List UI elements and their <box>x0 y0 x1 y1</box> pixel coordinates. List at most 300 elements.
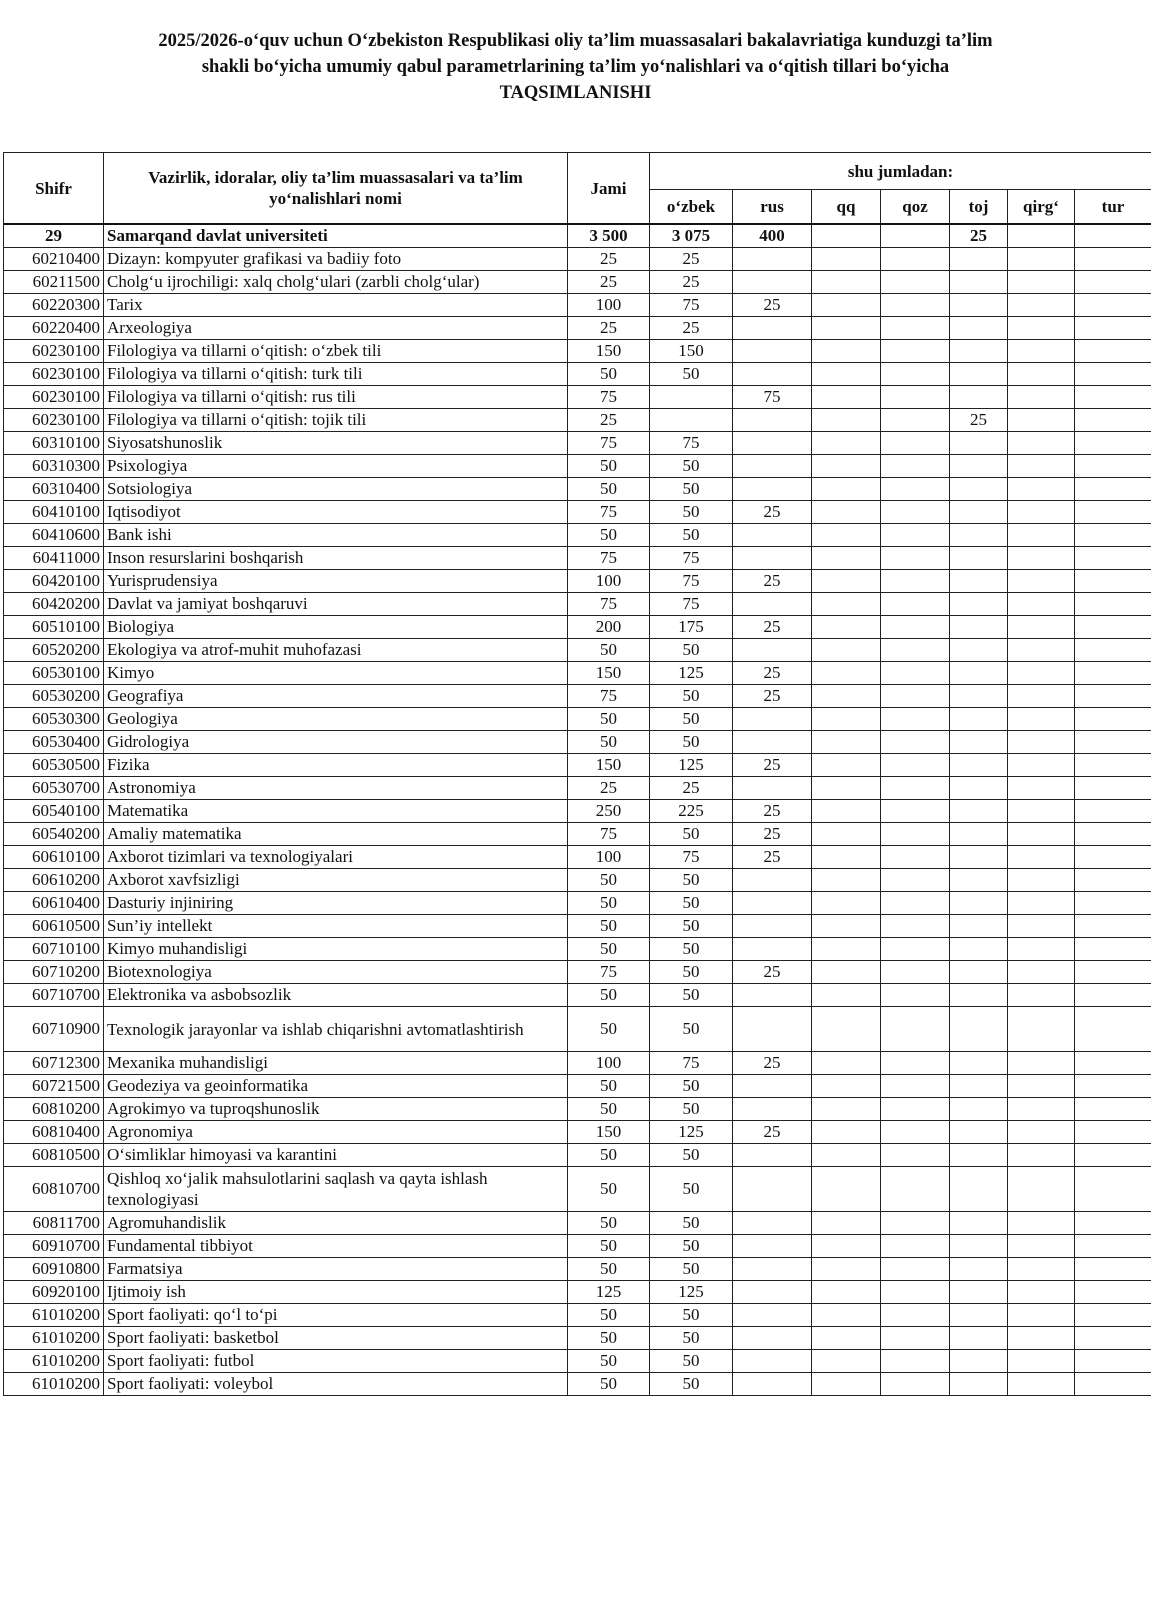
row-jami: 50 <box>568 639 650 662</box>
row-name: O‘simliklar himoyasi va karantini <box>104 1144 568 1167</box>
row-code: 60530300 <box>4 708 104 731</box>
row-rus <box>733 363 812 386</box>
header-group: shu jumladan: <box>650 153 1151 190</box>
row-tur <box>1075 386 1151 409</box>
row-qq <box>812 1373 881 1396</box>
row-jami: 50 <box>568 915 650 938</box>
table-row <box>4 1327 1151 1350</box>
row-rus <box>733 731 812 754</box>
table-row <box>4 892 1151 915</box>
row-uzbek: 175 <box>650 616 733 639</box>
row-name: Mexanika muhandisligi <box>104 1052 568 1075</box>
row-code: 60220300 <box>4 294 104 317</box>
row-jami: 100 <box>568 294 650 317</box>
row-code: 60310300 <box>4 455 104 478</box>
row-code: 60910800 <box>4 1258 104 1281</box>
row-jami: 75 <box>568 501 650 524</box>
university-total-row <box>4 224 1151 248</box>
row-qoz <box>881 662 950 685</box>
row-qoz <box>881 248 950 271</box>
row-qoz <box>881 1212 950 1235</box>
header-lang-tur: tur <box>1075 190 1151 225</box>
row-qq <box>812 1350 881 1373</box>
table-row <box>4 639 1151 662</box>
row-code: 60610500 <box>4 915 104 938</box>
table-row <box>4 317 1151 340</box>
row-jami: 25 <box>568 317 650 340</box>
row-qoz <box>881 685 950 708</box>
row-jami: 75 <box>568 432 650 455</box>
row-name: Cholg‘u ijrochiligi: xalq cholg‘ulari (zarbli cholg‘ular) <box>104 271 568 294</box>
table-row <box>4 777 1151 800</box>
row-uzbek: 75 <box>650 1052 733 1075</box>
row-rus <box>733 1281 812 1304</box>
row-name: Dizayn: kompyuter grafikasi va badiiy foto <box>104 248 568 271</box>
document-title <box>0 28 1151 106</box>
row-name: Elektronika va asbobsozlik <box>104 984 568 1007</box>
row-name: Sun’iy intellekt <box>104 915 568 938</box>
row-qq <box>812 961 881 984</box>
row-code: 60610200 <box>4 869 104 892</box>
header-shifr: Shifr <box>4 153 104 225</box>
row-rus <box>733 524 812 547</box>
row-jami: 50 <box>568 1373 650 1396</box>
row-jami: 75 <box>568 823 650 846</box>
row-qirg <box>1008 616 1075 639</box>
row-tur <box>1075 294 1151 317</box>
row-qoz <box>881 570 950 593</box>
row-qq <box>812 1167 881 1212</box>
row-name: Siyosatshunoslik <box>104 432 568 455</box>
table-row <box>4 386 1151 409</box>
row-jami: 50 <box>568 1235 650 1258</box>
row-name: Qishloq xo‘jalik mahsulotlarini saqlash va qayta ishlash texnologiyasi <box>104 1167 568 1212</box>
row-toj <box>950 846 1008 869</box>
row-qq <box>812 1212 881 1235</box>
row-uzbek: 50 <box>650 915 733 938</box>
row-tur <box>1075 1144 1151 1167</box>
table-row <box>4 340 1151 363</box>
row-qirg <box>1008 1144 1075 1167</box>
table-row <box>4 455 1151 478</box>
row-jami: 50 <box>568 708 650 731</box>
row-qoz <box>881 386 950 409</box>
row-tur <box>1075 685 1151 708</box>
row-jami: 75 <box>568 547 650 570</box>
row-uzbek: 25 <box>650 777 733 800</box>
row-uzbek: 75 <box>650 570 733 593</box>
row-jami: 50 <box>568 1167 650 1212</box>
row-uzbek: 50 <box>650 823 733 846</box>
row-qoz <box>881 1121 950 1144</box>
row-rus: 75 <box>733 386 812 409</box>
row-toj <box>950 1373 1008 1396</box>
row-rus <box>733 938 812 961</box>
row-code: 60230100 <box>4 409 104 432</box>
row-uzbek: 50 <box>650 1304 733 1327</box>
row-rus <box>733 1098 812 1121</box>
row-rus <box>733 478 812 501</box>
row-code: 60230100 <box>4 363 104 386</box>
table-row <box>4 869 1151 892</box>
row-tur <box>1075 570 1151 593</box>
row-uzbek: 50 <box>650 685 733 708</box>
row-toj <box>950 915 1008 938</box>
row-code: 60420200 <box>4 593 104 616</box>
row-rus <box>733 1350 812 1373</box>
row-uzbek: 50 <box>650 639 733 662</box>
row-toj <box>950 1075 1008 1098</box>
row-qirg <box>1008 248 1075 271</box>
row-toj <box>950 478 1008 501</box>
row-tur <box>1075 1281 1151 1304</box>
row-uzbek: 25 <box>650 271 733 294</box>
row-name: Iqtisodiyot <box>104 501 568 524</box>
row-tur <box>1075 593 1151 616</box>
row-jami: 25 <box>568 271 650 294</box>
row-qq <box>812 846 881 869</box>
row-tur <box>1075 432 1151 455</box>
row-qoz <box>881 961 950 984</box>
row-qirg <box>1008 800 1075 823</box>
row-jami: 50 <box>568 731 650 754</box>
row-toj <box>950 570 1008 593</box>
row-uzbek: 50 <box>650 524 733 547</box>
row-toj <box>950 685 1008 708</box>
row-uzbek: 50 <box>650 892 733 915</box>
row-qq <box>812 432 881 455</box>
row-qirg <box>1008 1373 1075 1396</box>
row-uzbek: 50 <box>650 869 733 892</box>
row-jami: 75 <box>568 685 650 708</box>
row-rus <box>733 1167 812 1212</box>
row-code: 60510100 <box>4 616 104 639</box>
row-rus <box>733 593 812 616</box>
row-qoz <box>881 1350 950 1373</box>
row-toj <box>950 1327 1008 1350</box>
row-code: 60210400 <box>4 248 104 271</box>
row-rus: 25 <box>733 800 812 823</box>
row-qoz <box>881 363 950 386</box>
row-code: 60540100 <box>4 800 104 823</box>
row-uzbek: 50 <box>650 961 733 984</box>
row-qq <box>812 1235 881 1258</box>
row-qirg <box>1008 915 1075 938</box>
row-toj <box>950 1304 1008 1327</box>
row-code: 60530100 <box>4 662 104 685</box>
row-code: 60910700 <box>4 1235 104 1258</box>
row-rus: 25 <box>733 754 812 777</box>
row-toj <box>950 271 1008 294</box>
row-qirg <box>1008 271 1075 294</box>
row-jami: 150 <box>568 1121 650 1144</box>
row-uzbek: 50 <box>650 1075 733 1098</box>
row-name: Biotexnologiya <box>104 961 568 984</box>
row-toj <box>950 455 1008 478</box>
row-code: 60710100 <box>4 938 104 961</box>
row-qirg <box>1008 363 1075 386</box>
row-code: 60712300 <box>4 1052 104 1075</box>
table-row <box>4 662 1151 685</box>
row-toj <box>950 961 1008 984</box>
header-lang-toj: toj <box>950 190 1008 225</box>
row-tur <box>1075 1121 1151 1144</box>
row-qirg <box>1008 1212 1075 1235</box>
row-jami: 100 <box>568 570 650 593</box>
row-name: Agromuhandislik <box>104 1212 568 1235</box>
header-jami: Jami <box>568 153 650 225</box>
row-qirg <box>1008 1281 1075 1304</box>
row-rus: 25 <box>733 570 812 593</box>
row-uzbek: 50 <box>650 1327 733 1350</box>
table-row <box>4 731 1151 754</box>
row-tur <box>1075 731 1151 754</box>
row-uzbek: 50 <box>650 938 733 961</box>
row-toj <box>950 340 1008 363</box>
row-uzbek: 50 <box>650 708 733 731</box>
row-uzbek: 50 <box>650 984 733 1007</box>
row-qoz <box>881 1052 950 1075</box>
row-jami: 150 <box>568 340 650 363</box>
table-row <box>4 1304 1151 1327</box>
row-qq <box>812 754 881 777</box>
row-name: Biologiya <box>104 616 568 639</box>
row-tur <box>1075 961 1151 984</box>
row-toj <box>950 616 1008 639</box>
row-qirg <box>1008 1007 1075 1052</box>
row-jami: 50 <box>568 1350 650 1373</box>
row-qq <box>812 892 881 915</box>
row-rus: 25 <box>733 846 812 869</box>
row-jami: 25 <box>568 409 650 432</box>
row-rus <box>733 455 812 478</box>
row-qirg <box>1008 731 1075 754</box>
row-qoz <box>881 1258 950 1281</box>
row-code: 61010200 <box>4 1327 104 1350</box>
row-name: Axborot tizimlari va texnologiyalari <box>104 846 568 869</box>
row-toj <box>950 892 1008 915</box>
row-qoz <box>881 501 950 524</box>
table-row <box>4 823 1151 846</box>
row-code: 60810700 <box>4 1167 104 1212</box>
row-toj <box>950 800 1008 823</box>
row-qoz <box>881 869 950 892</box>
row-code: 60310400 <box>4 478 104 501</box>
row-qq <box>812 800 881 823</box>
row-toj: 25 <box>950 409 1008 432</box>
row-qoz <box>881 800 950 823</box>
row-qoz <box>881 271 950 294</box>
row-code: 60310100 <box>4 432 104 455</box>
row-jami: 75 <box>568 961 650 984</box>
row-name: Sport faoliyati: voleybol <box>104 1373 568 1396</box>
row-qoz <box>881 294 950 317</box>
row-toj <box>950 777 1008 800</box>
row-tur <box>1075 455 1151 478</box>
row-rus <box>733 1212 812 1235</box>
row-qoz <box>881 1235 950 1258</box>
row-qq <box>812 363 881 386</box>
table-row <box>4 1052 1151 1075</box>
row-qirg <box>1008 1258 1075 1281</box>
row-uzbek: 50 <box>650 1212 733 1235</box>
row-rus: 25 <box>733 823 812 846</box>
row-name: Kimyo <box>104 662 568 685</box>
row-qoz <box>881 340 950 363</box>
row-toj <box>950 501 1008 524</box>
row-rus: 25 <box>733 662 812 685</box>
row-qq <box>812 1258 881 1281</box>
row-qq <box>812 662 881 685</box>
table-row <box>4 1007 1151 1052</box>
row-tur <box>1075 501 1151 524</box>
table-body <box>4 224 1151 1396</box>
row-code: 61010200 <box>4 1350 104 1373</box>
row-qirg <box>1008 1304 1075 1327</box>
row-tur <box>1075 547 1151 570</box>
row-rus <box>733 1007 812 1052</box>
table-row <box>4 800 1151 823</box>
row-tur <box>1075 1304 1151 1327</box>
row-name: Yurisprudensiya <box>104 570 568 593</box>
row-qirg <box>1008 570 1075 593</box>
row-jami: 25 <box>568 777 650 800</box>
row-code: 60810500 <box>4 1144 104 1167</box>
row-uzbek: 50 <box>650 455 733 478</box>
row-qq <box>812 708 881 731</box>
row-name: Gidrologiya <box>104 731 568 754</box>
table-row <box>4 478 1151 501</box>
row-qirg <box>1008 1167 1075 1212</box>
row-qirg <box>1008 455 1075 478</box>
row-qq <box>812 386 881 409</box>
row-uzbek: 50 <box>650 1007 733 1052</box>
row-code: 60710200 <box>4 961 104 984</box>
row-qq <box>812 1007 881 1052</box>
row-qoz <box>881 915 950 938</box>
row-name: Inson resurslarini boshqarish <box>104 547 568 570</box>
row-qirg <box>1008 777 1075 800</box>
row-jami: 50 <box>568 524 650 547</box>
header-name: Vazirlik, idoralar, oliy ta’lim muassasalari va ta’lim yo‘nalishlari nomi <box>104 153 568 225</box>
table-row <box>4 1258 1151 1281</box>
row-code: 60810400 <box>4 1121 104 1144</box>
row-rus <box>733 1373 812 1396</box>
row-qq <box>812 915 881 938</box>
row-jami: 50 <box>568 363 650 386</box>
row-code: 60530400 <box>4 731 104 754</box>
row-code: 60530500 <box>4 754 104 777</box>
row-qoz <box>881 1007 950 1052</box>
table-row <box>4 616 1151 639</box>
row-uzbek: 50 <box>650 501 733 524</box>
row-qirg <box>1008 524 1075 547</box>
row-toj <box>950 938 1008 961</box>
row-tur <box>1075 892 1151 915</box>
row-code: 60420100 <box>4 570 104 593</box>
row-qoz <box>881 754 950 777</box>
row-qq <box>812 501 881 524</box>
row-qoz <box>881 1075 950 1098</box>
header-lang-qq: qq <box>812 190 881 225</box>
total-tur <box>1075 224 1151 248</box>
table-row <box>4 1121 1151 1144</box>
row-qq <box>812 478 881 501</box>
row-tur <box>1075 1373 1151 1396</box>
row-qirg <box>1008 432 1075 455</box>
row-rus <box>733 409 812 432</box>
row-uzbek: 50 <box>650 363 733 386</box>
row-qirg <box>1008 961 1075 984</box>
row-toj <box>950 731 1008 754</box>
row-qoz <box>881 1327 950 1350</box>
row-toj <box>950 984 1008 1007</box>
row-tur <box>1075 248 1151 271</box>
table-row <box>4 1281 1151 1304</box>
row-rus <box>733 1258 812 1281</box>
row-jami: 100 <box>568 846 650 869</box>
row-rus <box>733 248 812 271</box>
row-rus <box>733 432 812 455</box>
row-qoz <box>881 984 950 1007</box>
row-code: 60410100 <box>4 501 104 524</box>
row-toj <box>950 1007 1008 1052</box>
row-code: 60410600 <box>4 524 104 547</box>
row-tur <box>1075 409 1151 432</box>
table-row <box>4 570 1151 593</box>
row-toj <box>950 754 1008 777</box>
row-rus <box>733 340 812 363</box>
row-uzbek: 50 <box>650 1167 733 1212</box>
row-jami: 50 <box>568 869 650 892</box>
row-rus: 25 <box>733 1052 812 1075</box>
row-rus <box>733 708 812 731</box>
row-qq <box>812 524 881 547</box>
row-qirg <box>1008 1327 1075 1350</box>
row-tur <box>1075 1007 1151 1052</box>
row-tur <box>1075 1212 1151 1235</box>
row-uzbek: 225 <box>650 800 733 823</box>
row-toj <box>950 1235 1008 1258</box>
row-name: Fizika <box>104 754 568 777</box>
row-uzbek: 50 <box>650 1258 733 1281</box>
row-qq <box>812 731 881 754</box>
row-qoz <box>881 1098 950 1121</box>
row-code: 61010200 <box>4 1373 104 1396</box>
row-jami: 50 <box>568 892 650 915</box>
row-qq <box>812 777 881 800</box>
row-toj <box>950 593 1008 616</box>
row-toj <box>950 662 1008 685</box>
row-tur <box>1075 478 1151 501</box>
row-rus <box>733 892 812 915</box>
row-qq <box>812 1144 881 1167</box>
table-row <box>4 501 1151 524</box>
row-uzbek: 50 <box>650 731 733 754</box>
row-qq <box>812 409 881 432</box>
row-qq <box>812 1281 881 1304</box>
row-name: Geologiya <box>104 708 568 731</box>
row-tur <box>1075 1075 1151 1098</box>
row-qq <box>812 1304 881 1327</box>
row-code: 60710700 <box>4 984 104 1007</box>
row-jami: 25 <box>568 248 650 271</box>
total-qq <box>812 224 881 248</box>
row-qoz <box>881 547 950 570</box>
row-uzbek: 125 <box>650 662 733 685</box>
row-qoz <box>881 1373 950 1396</box>
table-row <box>4 846 1151 869</box>
